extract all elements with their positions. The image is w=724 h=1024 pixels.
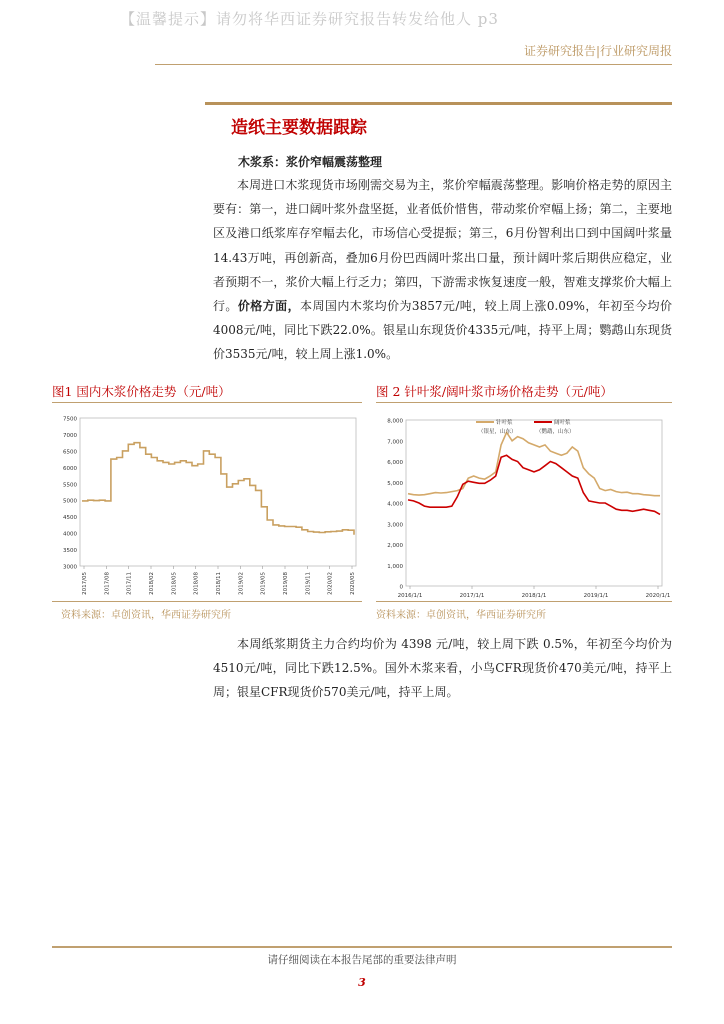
header-divider (155, 64, 672, 65)
y-tick-label: 0 (399, 584, 403, 591)
chart-domestic-pulp-price (52, 406, 362, 600)
footer-divider (52, 946, 672, 948)
y-tick-label: 6000 (63, 465, 77, 472)
y-tick-label: 1,000 (387, 563, 403, 570)
x-tick-label: 2019/08 (283, 572, 289, 595)
y-tick-label: 7500 (63, 416, 77, 423)
x-tick-label: 2017/08 (104, 572, 111, 595)
x-tick-label: 2019/1/1 (583, 593, 609, 599)
y-tick-label: 5000 (63, 498, 77, 505)
paragraph-bold-lead: 价格方面， (237, 299, 301, 314)
figure-2-title: 图 2 针叶浆/阔叶浆市场价格走势（元/吨） (376, 384, 613, 399)
paragraph-text: 本周国内木浆均价为3857元/吨，较上周上涨0.09%，年初至今均价4008元/吨，同比下跌22.0%。银星山东现货价4335元/吨，持平上周；鹦鹉山东现货价3535元/吨，较上周上涨1.0%。 (213, 299, 672, 362)
y-tick-label: 6,000 (387, 460, 403, 466)
report-type-label: 证券研究报告|行业研究周报 (523, 44, 672, 58)
chart-softwood-hardwood-price (376, 406, 672, 600)
paragraph-pulp-market (213, 173, 672, 367)
x-tick-label: 2017/11 (126, 572, 133, 595)
x-tick-label: 2017/1/1 (459, 593, 485, 599)
paragraph-text: 本周纸浆期货主力合约均价为 4398 元/吨，较上周下跌 0.5%，年初至今均价为4510元/吨，同比下跌12.5%。国外木浆来看，小鸟CFR现货价470美元/吨，持平上周；银星CFR现货价570美元/吨，持平上周。 (213, 637, 672, 700)
subheading: 木浆系：浆价窄幅震荡整理 (238, 155, 383, 169)
y-tick-label: 3500 (63, 548, 77, 555)
x-tick-label: 2018/05 (171, 572, 178, 595)
legend-label: 针叶浆 (496, 420, 513, 426)
x-tick-label: 2018/1/1 (521, 593, 547, 599)
paragraph-futures-foreign (213, 632, 672, 705)
legend-note: （鹦鹉，山东） (536, 429, 575, 435)
y-tick-label: 7000 (63, 432, 77, 439)
x-tick-label: 2019/02 (238, 572, 245, 595)
x-tick-label: 2020/05 (350, 572, 356, 595)
figure-1-source: 资料来源：卓创资讯，华西证券研究所 (61, 610, 231, 621)
x-tick-label: 2019/05 (260, 572, 267, 595)
y-tick-label: 7,000 (387, 439, 403, 446)
x-tick-label: 2016/1/1 (397, 593, 423, 599)
y-tick-label: 8,000 (387, 418, 403, 425)
x-tick-label: 2018/02 (149, 572, 155, 595)
paragraph-text: 本周进口木浆现货市场刚需交易为主，浆价窄幅震荡整理。影响价格走势的原因主要有：第一，进口阔叶浆外盘坚挺，业者低价惜售，带动浆价窄幅上扬；第二，主要地区及港口纸浆库存窄幅去化，市场信心受提振；第三，6月份智利出口到中国阔叶浆量14.43万吨，再创新高，叠加6月份巴西阔叶浆出口量，预计阔叶浆后期供应稳定，业者预期不一，浆价大幅上行乏力；第四，下游需求恢复速度一般，智难支撑浆价大幅上行。 (213, 178, 672, 314)
section-title: 造纸主要数据跟踪 (231, 118, 367, 138)
legal-notice: 请仔细阅读在本报告尾部的重要法律声明 (267, 954, 457, 966)
y-tick-label: 5,000 (387, 480, 403, 487)
legend-note: （银星，山东） (478, 429, 517, 435)
x-tick-label: 2018/08 (193, 572, 200, 595)
series-line-1 (82, 443, 354, 535)
figure-2-top-rule (376, 402, 672, 403)
title-accent-bar (205, 102, 672, 105)
figure-1-bottom-rule (52, 601, 362, 602)
series-line-2 (408, 455, 660, 514)
watermark: 【温馨提示】请勿将华西证券研究报告转发给他人 p3 (120, 10, 499, 28)
figure-2-bottom-rule (376, 601, 672, 602)
x-tick-label: 2020/02 (327, 572, 334, 595)
legend-label: 阔叶浆 (554, 420, 571, 426)
x-tick-label: 2018/11 (216, 572, 222, 595)
y-tick-label: 6500 (63, 449, 77, 456)
figure-1-top-rule (52, 402, 362, 403)
x-tick-label: 2017/05 (82, 572, 88, 595)
page-number: 3 (358, 976, 366, 989)
series-line-1 (408, 432, 660, 495)
y-tick-label: 4000 (63, 531, 77, 538)
y-tick-label: 3000 (63, 564, 77, 571)
y-tick-label: 4,000 (387, 501, 403, 508)
y-tick-label: 3,000 (387, 522, 403, 529)
x-tick-label: 2019/11 (305, 572, 312, 595)
plot-area (80, 418, 356, 566)
figure-2-source: 资料来源：卓创资讯，华西证券研究所 (376, 610, 546, 621)
y-tick-label: 4500 (63, 515, 77, 522)
y-tick-label: 2,000 (387, 543, 403, 549)
y-tick-label: 5500 (63, 482, 77, 489)
x-tick-label: 2020/1/1 (645, 593, 671, 599)
figure-1-title: 图1 国内木浆价格走势（元/吨） (52, 384, 231, 399)
